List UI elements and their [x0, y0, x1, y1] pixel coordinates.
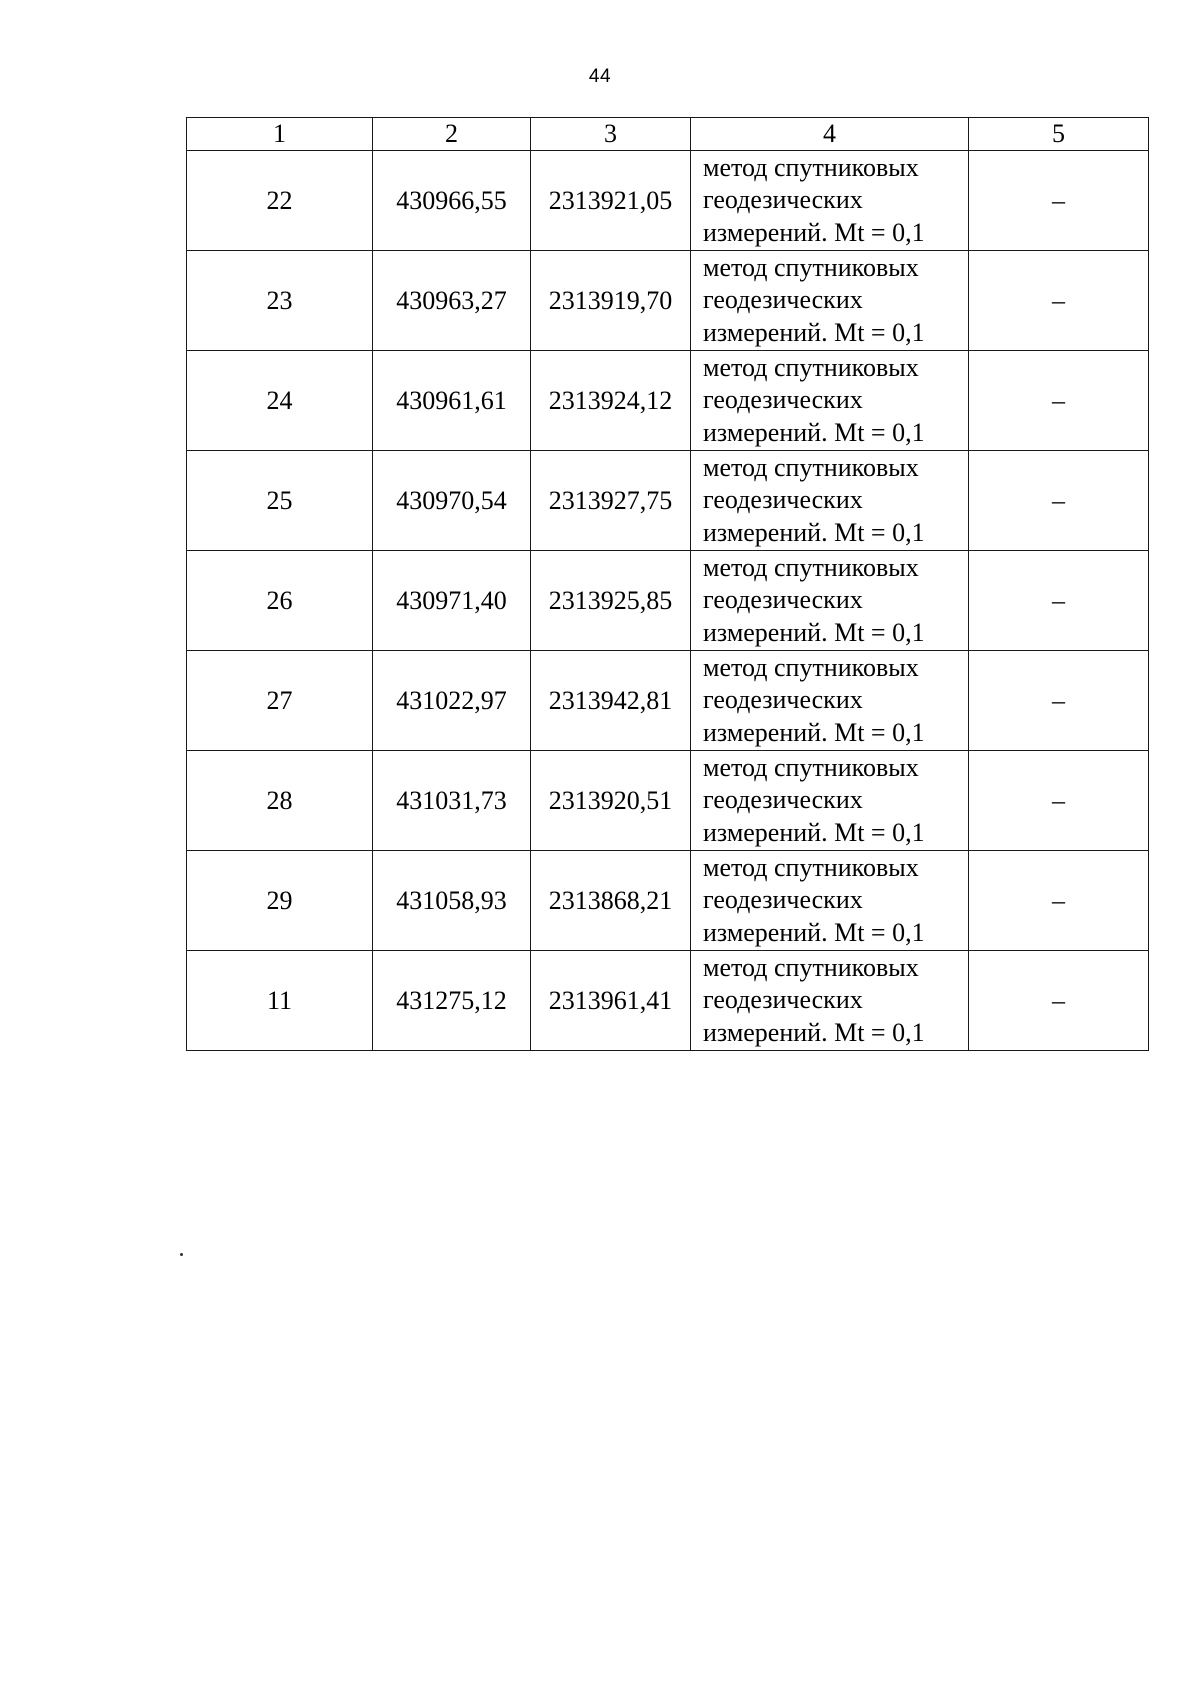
method-line: измерений. Mt = 0,1: [703, 1017, 925, 1047]
method-line: метод спутниковых: [703, 752, 919, 782]
page-number: 44: [588, 66, 612, 87]
table-row: [187, 151, 1149, 251]
note-cell: –: [969, 151, 1149, 251]
table-row: [187, 951, 1149, 1051]
method-line: измерений. Mt = 0,1: [703, 617, 925, 647]
method-line: метод спутниковых: [703, 452, 919, 482]
point-number-cell: 25: [187, 451, 373, 551]
x-coordinate-cell: 431022,97: [373, 651, 531, 751]
method-line: геодезических: [703, 285, 863, 315]
table-row: [187, 551, 1149, 651]
method-line: геодезических: [703, 385, 863, 415]
table-row: [187, 351, 1149, 451]
point-number-cell: 27: [187, 651, 373, 751]
note-cell: –: [969, 751, 1149, 851]
header-row: [187, 118, 1149, 151]
y-coordinate-cell: 2313924,12: [531, 351, 691, 451]
y-coordinate-cell: 2313868,21: [531, 851, 691, 951]
method-line: метод спутниковых: [703, 952, 919, 982]
y-coordinate-cell: 2313925,85: [531, 551, 691, 651]
point-number-cell: 11: [187, 951, 373, 1051]
method-line: метод спутниковых: [703, 252, 919, 282]
method-line: метод спутниковых: [703, 552, 919, 582]
method-line: измерений. Mt = 0,1: [703, 417, 925, 447]
table-row: [187, 751, 1149, 851]
method-line: измерений. Mt = 0,1: [703, 717, 925, 747]
method-line: геодезических: [703, 985, 863, 1015]
y-coordinate-cell: 2313942,81: [531, 651, 691, 751]
note-cell: –: [969, 251, 1149, 351]
y-coordinate-cell: 2313920,51: [531, 751, 691, 851]
method-line: метод спутниковых: [703, 352, 919, 382]
table-row: [187, 651, 1149, 751]
x-coordinate-cell: 431058,93: [373, 851, 531, 951]
method-line: измерений. Mt = 0,1: [703, 217, 925, 247]
x-coordinate-cell: 430970,54: [373, 451, 531, 551]
method-cell: [691, 551, 969, 651]
header-cell-3: 3: [531, 118, 691, 151]
method-line: метод спутниковых: [703, 652, 919, 682]
method-line: геодезических: [703, 185, 863, 215]
x-coordinate-cell: 430966,55: [373, 151, 531, 251]
method-line: геодезических: [703, 885, 863, 915]
method-line: метод спутниковых: [703, 852, 919, 882]
table-row: [187, 851, 1149, 951]
note-cell: –: [969, 551, 1149, 651]
x-coordinate-cell: 431275,12: [373, 951, 531, 1051]
method-line: измерений. Mt = 0,1: [703, 817, 925, 847]
point-number-cell: 23: [187, 251, 373, 351]
table-row: [187, 451, 1149, 551]
table-row: [187, 251, 1149, 351]
point-number-cell: 22: [187, 151, 373, 251]
method-cell: [691, 451, 969, 551]
x-coordinate-cell: 430963,27: [373, 251, 531, 351]
method-line: геодезических: [703, 585, 863, 615]
table-body: [187, 151, 1149, 1051]
method-cell: [691, 251, 969, 351]
method-cell: [691, 651, 969, 751]
point-number-cell: 26: [187, 551, 373, 651]
header-cell-2: 2: [373, 118, 531, 151]
scan-dot-mark: [180, 1253, 183, 1256]
point-number-cell: 28: [187, 751, 373, 851]
method-line: геодезических: [703, 485, 863, 515]
x-coordinate-cell: 431031,73: [373, 751, 531, 851]
method-cell: [691, 851, 969, 951]
method-line: измерений. Mt = 0,1: [703, 517, 925, 547]
y-coordinate-cell: 2313961,41: [531, 951, 691, 1051]
x-coordinate-cell: 430961,61: [373, 351, 531, 451]
note-cell: –: [969, 651, 1149, 751]
method-line: измерений. Mt = 0,1: [703, 317, 925, 347]
x-coordinate-cell: 430971,40: [373, 551, 531, 651]
coordinates-table: [186, 117, 1149, 1051]
method-cell: [691, 751, 969, 851]
table-header: [187, 118, 1149, 151]
note-cell: –: [969, 451, 1149, 551]
point-number-cell: 24: [187, 351, 373, 451]
note-cell: –: [969, 851, 1149, 951]
note-cell: –: [969, 351, 1149, 451]
method-line: геодезических: [703, 685, 863, 715]
header-cell-5: 5: [969, 118, 1149, 151]
header-cell-1: 1: [187, 118, 373, 151]
method-cell: [691, 951, 969, 1051]
point-number-cell: 29: [187, 851, 373, 951]
y-coordinate-cell: 2313921,05: [531, 151, 691, 251]
y-coordinate-cell: 2313927,75: [531, 451, 691, 551]
method-cell: [691, 151, 969, 251]
method-line: измерений. Mt = 0,1: [703, 917, 925, 947]
note-cell: –: [969, 951, 1149, 1051]
method-line: метод спутниковых: [703, 152, 919, 182]
header-cell-4: 4: [691, 118, 969, 151]
y-coordinate-cell: 2313919,70: [531, 251, 691, 351]
method-line: геодезических: [703, 785, 863, 815]
method-cell: [691, 351, 969, 451]
